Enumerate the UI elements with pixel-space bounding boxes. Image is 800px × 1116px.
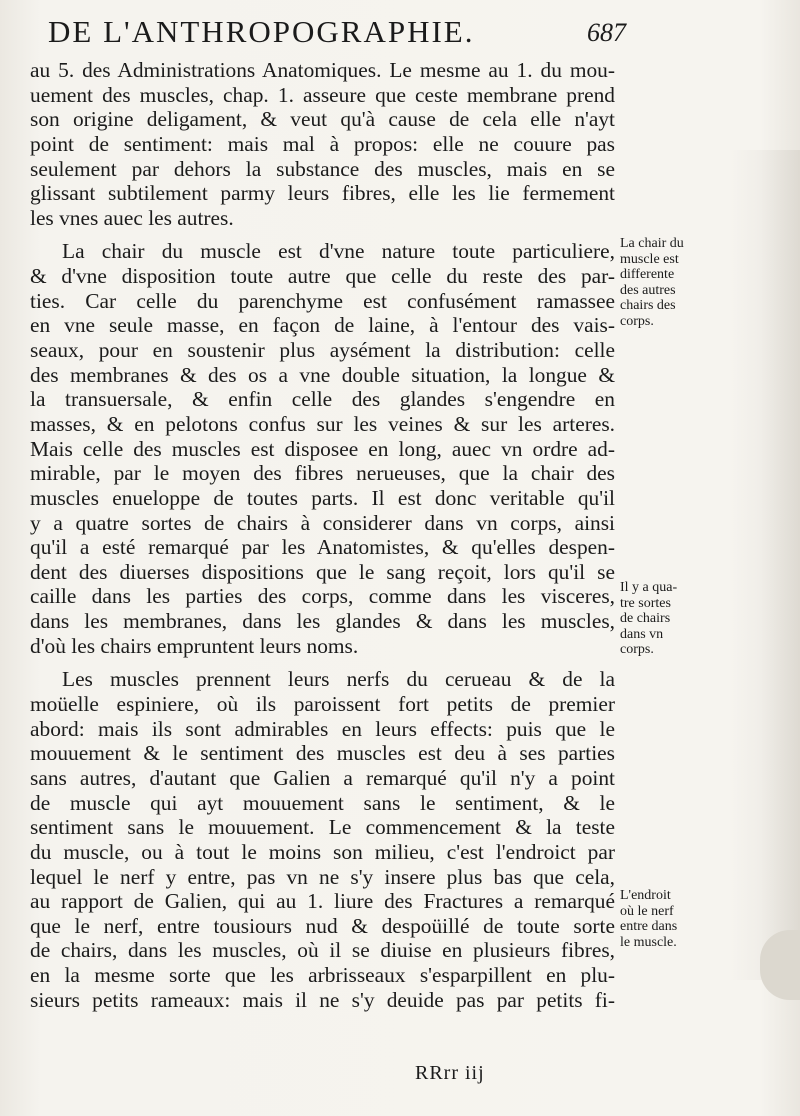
margin-note-line: où le nerf [620, 903, 674, 919]
text-line: ties. Car celle du parenchyme est confusément ramassee [30, 288, 615, 313]
margin-note-line: tre sortes [620, 595, 671, 611]
text-line: Mais celle des muscles est disposee en long, auec vn ordre ad- [30, 436, 615, 461]
text-line: glissant subtilement parmy leurs fibres, elle les lie fermement [30, 181, 615, 206]
margin-note-line: des autres [620, 282, 676, 298]
margin-note-line: de chairs [620, 611, 671, 626]
text-line: en la mesme sorte que les arbrisseaux s'esparpillent en plu- [30, 963, 615, 988]
running-title: DE L'ANTHROPOGRAPHIE. [48, 14, 475, 49]
margin-note-line: le muscle. [620, 934, 677, 950]
margin-note-muscle-flesh [620, 236, 715, 329]
page-edge-shadow [730, 150, 800, 980]
main-text-block [30, 58, 615, 1012]
text-line: dent des diuerses dispositions que le sang reçoit, lors qu'il se [30, 559, 615, 584]
margin-note-line: L'endroit [620, 888, 671, 903]
torn-page-corner [760, 930, 800, 1000]
margin-note-line: chairs des [620, 298, 676, 313]
margin-note-line: differente [620, 267, 675, 282]
text-line: y a quatre sortes de chairs à considerer dans vn corps, ainsi [30, 510, 615, 535]
running-header [48, 14, 626, 54]
text-line: de chairs, dans les muscles, où il se diuise en plusieurs fibres, [30, 938, 615, 963]
text-line: des membranes & des os a vne double situation, la longue & [30, 362, 615, 387]
margin-note-nerf-entry [620, 888, 715, 950]
text-line: sentiment sans le mouuement. Le commencement & la teste [30, 815, 615, 840]
text-line: mirable, par le moyen des fibres nerueuses, que la chair des [30, 461, 615, 486]
text-line: sans autres, d'autant que Galien a remarqué qu'il n'y a point [30, 765, 615, 790]
text-line: du muscle, ou à tout le moins son milieu, c'est l'endroict par [30, 839, 615, 864]
text-line: point de sentiment: mais mal à propos: elle ne couure pas [30, 131, 615, 156]
text-line: sieurs petits rameaux: mais il ne s'y deuide pas par petits fi- [30, 987, 615, 1012]
page-number: 687 [587, 18, 626, 47]
text-line: uement des muscles, chap. 1. asseure que ceste membrane prend [30, 82, 615, 107]
text-line: Les muscles prennent leurs nerfs du cerueau & de la [62, 667, 615, 692]
text-line: qu'il a esté remarqué par les Anatomistes, & qu'elles despen- [30, 535, 615, 560]
margin-note-line: corps. [620, 313, 654, 329]
margin-note-line: muscle est [620, 251, 679, 267]
margin-note-line: Il y a qua- [620, 580, 678, 595]
text-line: en vne seule masse, en façon de laine, à l'entour des vais- [30, 313, 615, 338]
text-line: seulement par dehors la substance des muscles, mais en se [30, 156, 615, 181]
text-line: la transuersale, & enfin celle des glandes s'engendre en [30, 387, 615, 412]
text-line: masses, & en pelotons confus sur les veines & sur les arteres. [30, 411, 615, 436]
text-line: d'où les chairs empruntent leurs noms. [30, 633, 359, 658]
text-line: au rapport de Galien, qui au 1. liure des Fractures a remarqué [30, 889, 615, 914]
text-line: lequel le nerf y entre, pas vn ne s'y insere plus bas que cela, [30, 864, 615, 889]
text-line: dans les membranes, dans les glandes & dans les muscles, [30, 609, 615, 634]
signature-mark: RRrr iij [415, 1062, 485, 1084]
margin-note-line: La chair du [620, 236, 684, 251]
margin-note-line: entre dans [620, 919, 678, 934]
text-line: son origine deligament, & veut qu'à cause de cela elle n'ayt [30, 107, 615, 132]
text-line: La chair du muscle est d'vne nature toute particuliere, [62, 239, 615, 264]
margin-note-four-kinds [620, 580, 715, 658]
text-line: mouuement & le sentiment des muscles est deu à ses parties [30, 741, 615, 766]
text-line: & d'vne disposition toute autre que celle du reste des par- [30, 264, 615, 289]
text-line: au 5. des Administrations Anatomiques. Le mesme au 1. du mou- [30, 58, 615, 82]
text-line: muscles enueloppe de toutes parts. Il est donc veritable qu'il [30, 485, 615, 510]
text-line: abord: mais ils sont admirables en leurs effects: puis que le [30, 716, 615, 741]
text-line: moüelle espiniere, où ils paroissent fort petits de premier [30, 692, 615, 717]
text-line: de muscle qui ayt mouuement sans le sentiment, & le [30, 790, 615, 815]
text-line: caille dans les parties des corps, comme dans les visceres, [30, 584, 615, 609]
margin-note-line: dans vn [620, 626, 664, 642]
text-line: les vnes auec les autres. [30, 205, 234, 230]
text-line: que le nerf, entre tousiours nud & despoüillé de toute sorte [30, 913, 615, 938]
text-line: seaux, pour en soustenir plus aysément la distribution: celle [30, 338, 615, 363]
margin-note-line: corps. [620, 642, 654, 657]
